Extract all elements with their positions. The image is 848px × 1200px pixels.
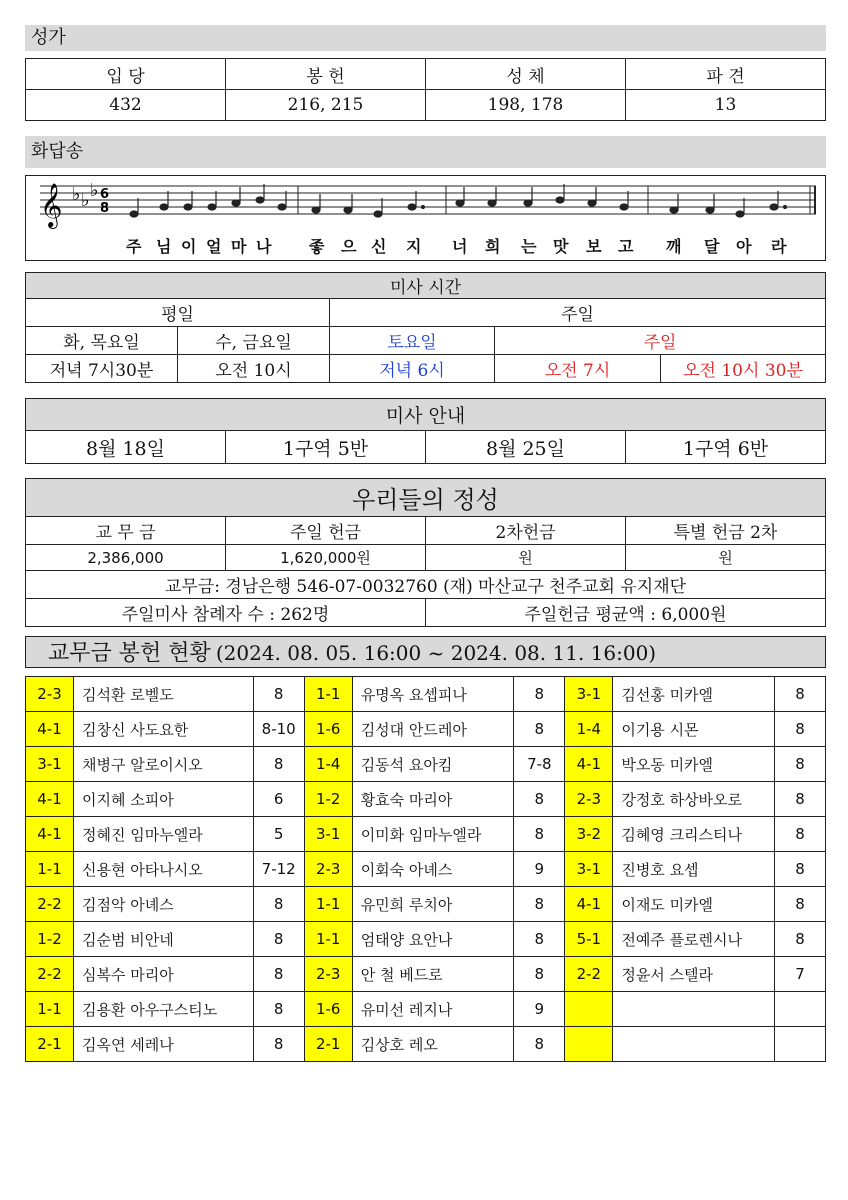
roster-months: 8 <box>253 887 304 922</box>
roster-member-name <box>613 992 775 1027</box>
roster-member-name: 엄태양 요안나 <box>352 922 514 957</box>
roster-member-name: 이지혜 소피아 <box>74 782 254 817</box>
roster-district: 2-2 <box>26 957 74 992</box>
roster-member-name: 김선홍 미카엘 <box>613 677 775 712</box>
lyric: 이 <box>181 237 197 256</box>
dues-status-title: 교무금 봉헌 현황 <box>48 641 211 666</box>
roster-member-name: 김혜영 크리스티나 <box>613 817 775 852</box>
guide-date-1: 8월 18일 <box>26 431 226 464</box>
lyric: 으 <box>341 237 357 256</box>
roster-months: 8 <box>253 922 304 957</box>
account-info: 교무금: 경남은행 546-07-0032760 (재) 마산교구 천주교회 유지재단 <box>26 571 826 599</box>
roster-member-name: 박오동 미카엘 <box>613 747 775 782</box>
roster-district: 1-1 <box>26 992 74 1027</box>
roster-months: 8 <box>253 747 304 782</box>
psalm-heading: 화답송 <box>25 136 826 168</box>
roster-member-name: 유민희 루치아 <box>352 887 514 922</box>
lyric: 고 <box>618 237 634 256</box>
roster-district: 1-6 <box>304 712 352 747</box>
roster-months: 8 <box>514 782 565 817</box>
roster-member-name: 정윤서 스텔라 <box>613 957 775 992</box>
second-collection-value: 원 <box>426 545 626 571</box>
lyric: 라 <box>771 237 787 256</box>
second-collection-header: 2차헌금 <box>426 517 626 545</box>
roster-district: 3-2 <box>565 817 613 852</box>
mass-guide-table <box>25 398 826 464</box>
lyric: 달 <box>704 237 720 256</box>
dues-status-period: (2024. 08. 05. 16:00 ~ 2024. 08. 11. 16:00) <box>215 641 657 665</box>
lyric: 신 <box>371 237 387 256</box>
offering-table <box>25 478 826 627</box>
lyric: 마 <box>231 237 247 256</box>
lyric: 주 <box>126 237 142 256</box>
roster-months: 8 <box>514 817 565 852</box>
hymn-communion-value: 198, 178 <box>426 90 626 121</box>
attendance-count: 주일미사 참례자 수 : 262명 <box>26 599 426 627</box>
table-row <box>26 922 826 957</box>
roster-months: 8 <box>514 957 565 992</box>
roster-district: 2-3 <box>304 957 352 992</box>
roster-member-name: 안 철 베드로 <box>352 957 514 992</box>
roster-district: 1-1 <box>26 852 74 887</box>
sunday-time-2: 오전 10시 30분 <box>661 355 826 383</box>
roster-district <box>565 1027 613 1062</box>
roster-member-name: 김순범 비안네 <box>74 922 254 957</box>
svg-text:♭: ♭ <box>81 190 90 211</box>
weekday-header: 평일 <box>26 299 330 327</box>
roster-months: 8 <box>775 712 826 747</box>
music-staff <box>26 178 825 234</box>
table-row <box>26 852 826 887</box>
roster-district: 1-2 <box>26 922 74 957</box>
roster-district: 2-3 <box>304 852 352 887</box>
roster-member-name: 김점악 아녜스 <box>74 887 254 922</box>
roster-member-name: 황효숙 마리아 <box>352 782 514 817</box>
table-row <box>26 712 826 747</box>
hymns-heading: 성가 <box>25 25 826 51</box>
roster-months: 8 <box>253 677 304 712</box>
roster-district: 2-3 <box>565 782 613 817</box>
hymn-dismissal-header: 파 견 <box>626 59 826 90</box>
roster-member-name: 이미화 임마누엘라 <box>352 817 514 852</box>
roster-months: 8 <box>775 782 826 817</box>
tue-thu-label: 화, 목요일 <box>26 327 178 355</box>
roster-district: 1-6 <box>304 992 352 1027</box>
roster-months: 8 <box>514 922 565 957</box>
lyric: 얼 <box>206 237 222 256</box>
roster-member-name: 김옥연 세레나 <box>74 1027 254 1062</box>
roster-months: 7 <box>775 957 826 992</box>
sunday-label: 주일 <box>495 327 826 355</box>
treble-clef-icon: 𝄞 <box>40 183 63 227</box>
roster-months: 8 <box>253 992 304 1027</box>
roster-months: 8 <box>514 1027 565 1062</box>
time-signature: 6 <box>100 187 110 202</box>
svg-text:8: 8 <box>100 201 110 216</box>
lyric: 맛 <box>553 237 569 256</box>
sunday-collection-header: 주일 헌금 <box>226 517 426 545</box>
roster-district: 1-1 <box>304 922 352 957</box>
roster-months: 8-10 <box>253 712 304 747</box>
roster-member-name: 유미선 레지나 <box>352 992 514 1027</box>
roster-member-name: 이회숙 아녜스 <box>352 852 514 887</box>
dues-value: 2,386,000 <box>26 545 226 571</box>
dues-roster-table <box>25 676 826 1062</box>
roster-district: 2-2 <box>26 887 74 922</box>
lyric: 좋 <box>309 237 325 256</box>
mass-guide-heading: 미사 안내 <box>26 399 826 431</box>
roster-months: 8 <box>253 1027 304 1062</box>
roster-district: 3-1 <box>565 852 613 887</box>
table-row <box>26 677 826 712</box>
sunday-time-1: 오전 7시 <box>495 355 661 383</box>
roster-member-name: 채병구 알로이시오 <box>74 747 254 782</box>
roster-member-name: 김석환 로벨도 <box>74 677 254 712</box>
roster-months: 7-8 <box>514 747 565 782</box>
roster-months: 9 <box>514 852 565 887</box>
roster-months: 8 <box>253 957 304 992</box>
roster-months: 8 <box>514 887 565 922</box>
roster-district: 1-1 <box>304 677 352 712</box>
psalm-score <box>25 175 826 261</box>
saturday-label: 토요일 <box>330 327 495 355</box>
svg-text:♭: ♭ <box>90 180 99 201</box>
table-row <box>26 817 826 852</box>
roster-district: 2-1 <box>304 1027 352 1062</box>
guide-group-1: 1구역 5반 <box>226 431 426 464</box>
lyric: 나 <box>256 237 272 256</box>
wed-fri-time: 오전 10시 <box>178 355 330 383</box>
roster-member-name: 김창신 사도요한 <box>74 712 254 747</box>
lyric: 깨 <box>666 237 682 256</box>
roster-member-name: 진병호 요셉 <box>613 852 775 887</box>
lyric: 보 <box>586 237 602 256</box>
roster-district: 4-1 <box>565 747 613 782</box>
roster-months: 6 <box>253 782 304 817</box>
roster-district <box>565 992 613 1027</box>
roster-member-name <box>613 1027 775 1062</box>
roster-member-name: 김성대 안드레아 <box>352 712 514 747</box>
dues-status-banner <box>25 636 826 668</box>
roster-months: 8 <box>775 747 826 782</box>
roster-district: 1-1 <box>304 887 352 922</box>
hymn-entrance-header: 입 당 <box>26 59 226 90</box>
roster-member-name: 김동석 요아킴 <box>352 747 514 782</box>
roster-district: 3-1 <box>565 677 613 712</box>
roster-months: 5 <box>253 817 304 852</box>
hymns-table <box>25 58 826 121</box>
special-collection-value: 원 <box>626 545 826 571</box>
tue-thu-time: 저녁 7시30분 <box>26 355 178 383</box>
roster-member-name: 심복수 마리아 <box>74 957 254 992</box>
table-row <box>26 887 826 922</box>
table-row <box>26 782 826 817</box>
hymn-communion-header: 성 체 <box>426 59 626 90</box>
roster-member-name: 김용환 아우구스티노 <box>74 992 254 1027</box>
lyric: 아 <box>736 237 752 256</box>
hymn-dismissal-value: 13 <box>626 90 826 121</box>
hymn-entrance-value: 432 <box>26 90 226 121</box>
roster-months: 8 <box>775 677 826 712</box>
roster-member-name: 신용현 아타나시오 <box>74 852 254 887</box>
roster-months <box>775 1027 826 1062</box>
sunday-header: 주일 <box>330 299 826 327</box>
roster-months: 8 <box>775 887 826 922</box>
roster-district: 4-1 <box>26 782 74 817</box>
roster-district: 5-1 <box>565 922 613 957</box>
guide-date-2: 8월 25일 <box>426 431 626 464</box>
roster-months: 8 <box>514 677 565 712</box>
roster-member-name: 유명옥 요셉피나 <box>352 677 514 712</box>
wed-fri-label: 수, 금요일 <box>178 327 330 355</box>
roster-district: 2-2 <box>565 957 613 992</box>
roster-months: 7-12 <box>253 852 304 887</box>
roster-months <box>775 992 826 1027</box>
roster-district: 1-2 <box>304 782 352 817</box>
roster-member-name: 정혜진 임마누엘라 <box>74 817 254 852</box>
roster-member-name: 강정호 하상바오로 <box>613 782 775 817</box>
hymn-offertory-value: 216, 215 <box>226 90 426 121</box>
special-collection-header: 특별 헌금 2차 <box>626 517 826 545</box>
roster-months: 9 <box>514 992 565 1027</box>
roster-district: 1-4 <box>565 712 613 747</box>
roster-district: 1-4 <box>304 747 352 782</box>
table-row <box>26 957 826 992</box>
roster-months: 8 <box>775 817 826 852</box>
table-row <box>26 992 826 1027</box>
saturday-time: 저녁 6시 <box>330 355 495 383</box>
sunday-collection-value: 1,620,000원 <box>226 545 426 571</box>
lyric: 지 <box>406 237 422 256</box>
roster-member-name: 이기용 시몬 <box>613 712 775 747</box>
roster-member-name: 김상호 레오 <box>352 1027 514 1062</box>
roster-district: 4-1 <box>26 712 74 747</box>
roster-months: 8 <box>775 922 826 957</box>
roster-district: 2-1 <box>26 1027 74 1062</box>
lyric: 너 <box>452 237 468 256</box>
offering-heading: 우리들의 정성 <box>26 479 826 517</box>
lyric: 님 <box>156 237 172 256</box>
roster-months: 8 <box>514 712 565 747</box>
flat-icon: ♭ <box>72 184 81 205</box>
roster-district: 2-3 <box>26 677 74 712</box>
table-row <box>26 747 826 782</box>
table-row <box>26 1027 826 1062</box>
roster-district: 4-1 <box>26 817 74 852</box>
lyric: 희 <box>485 237 501 256</box>
dues-header: 교 무 금 <box>26 517 226 545</box>
roster-district: 3-1 <box>304 817 352 852</box>
roster-member-name: 전예주 플로렌시나 <box>613 922 775 957</box>
mass-times-heading: 미사 시간 <box>26 273 826 299</box>
guide-group-2: 1구역 6반 <box>626 431 826 464</box>
roster-months: 8 <box>775 852 826 887</box>
roster-district: 3-1 <box>26 747 74 782</box>
hymn-offertory-header: 봉 헌 <box>226 59 426 90</box>
roster-district: 4-1 <box>565 887 613 922</box>
average-offering: 주일헌금 평균액 : 6,000원 <box>426 599 826 627</box>
mass-times-table <box>25 272 826 383</box>
lyric: 는 <box>521 237 537 256</box>
roster-member-name: 이재도 미카엘 <box>613 887 775 922</box>
